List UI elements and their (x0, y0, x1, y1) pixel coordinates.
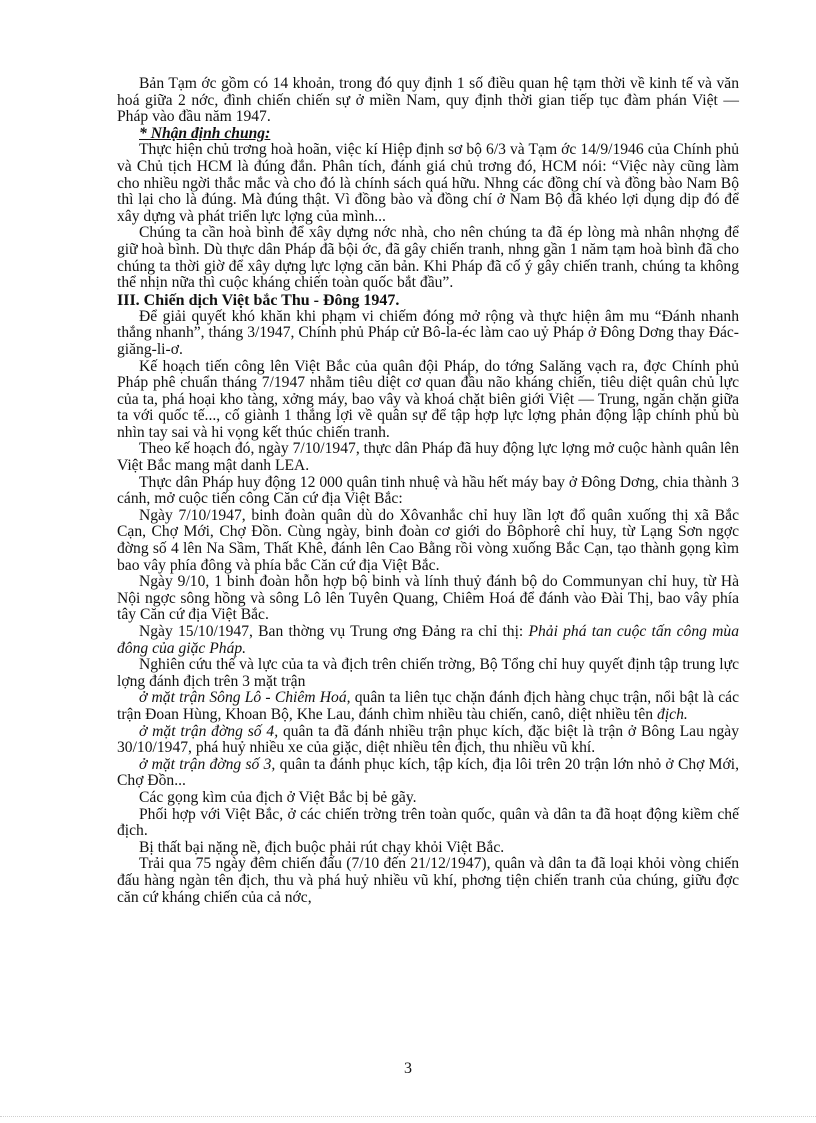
paragraph-lea: Theo kế hoạch đó, ngày 7/10/1947, thực dân Pháp đã huy động lực lợng mở cuộc hành quân lên Việt Bắc mang mật danh LEA. (117, 440, 739, 475)
front-text: quân ta đã đánh nhiều trận phục kích, đặc biệt là trận ở Bông Lau ngày 30/10/1947, phá huỷ nhiều xe của giặc, diệt nhiều tên địch, thu nhiều vũ khí. (117, 722, 739, 757)
paragraph-thuc-hien: Thực hiện chủ trơng hoà hoãn, việc kí Hiệp định sơ bộ 6/3 và Tạm ớc 14/9/1946 của Chính phủ và Chủ tịch HCM là đúng đắn. Phân tích, đánh giá chủ trơng đó, HCM nói: “Việc này cũng làm cho nhiều ngời thắc mắc và cho đó là chính sách quá hữu. Nhng các đồng chí và đồng bào Nam Bộ thì lại cho là đúng. Mà đúng thật. Vì đồng bào và đồng chí ở Nam Bộ đã khéo lợi dụng dịp đó để xây dựng và phát triển lực lợng của mình... (117, 141, 739, 225)
document-page (117, 76, 739, 906)
front-text: quân ta đánh phục kích, tập kích, địa lôi trên 20 trận lớn nhỏ ở Chợ Mới, Chợ Đồn... (117, 755, 739, 790)
paragraph-ngay-7-10: Ngày 7/10/1947, binh đoàn quân dù do Xôvanhắc chỉ huy lần lợt đổ quân xuống thị xã Bắc Cạn, Chợ Mới, Chợ Đồn. Cùng ngày, binh đoàn cơ giới do Bôphorê chỉ huy, từ Lạng Sơn ngợc đờng số 4 lên Na Sầm, Thất Khê, đánh lên Cao Bằng rồi vòng xuống Bắc Cạn, tạo thành gọng kìm bao vây phía đông và phía bắc Căn cứ địa Việt Bắc. (117, 506, 739, 574)
front-tail: địch. (657, 705, 688, 723)
subheading-nhan-dinh: * Nhận định chung: (139, 124, 271, 142)
paragraph-front-duong-4 (117, 724, 739, 757)
front-text: quân ta liên tục chặn đánh địch hàng chục trận, nổi bật là các trận Đoan Hùng, Khoan Bộ, Khe Lau, đánh chìm nhiều tàu chiến, canô, diệt nhiều tên (117, 689, 739, 723)
paragraph-huy-dong: Thực dân Pháp huy động 12 000 quân tinh nhuệ và hầu hết máy bay ở Đông Dơng, chia thành 3 cánh, mở cuộc tiến công Căn cứ địa Việt Bắc: (117, 473, 739, 508)
paragraph-bolaec: Để giải quyết khó khăn khi phạm vi chiếm đóng mở rộng và thực hiện âm mu “Đánh nhanh thắng nhanh”, tháng 3/1947, Chính phủ Pháp cử Bô-la-éc làm cao uỷ Pháp ở Đông Dơng thay Đác-giăng-li-ơ. (117, 307, 739, 358)
paragraph-chi-thi (117, 624, 739, 657)
front-label: ở mặt trận đờng số 3, (139, 755, 276, 773)
paragraph-75-ngay: Trải qua 75 ngày đêm chiến đấu (7/10 đến 21/12/1947), quân và dân ta đã loại khỏi vòng chiến đấu hàng ngàn tên địch, thu và phá huỷ nhiều vũ khí, phơng tiện chiến tranh của chúng, giữu đợc căn cứ kháng chiến của cả nớc, (117, 855, 739, 906)
paragraph-tam-uoc: Bản Tạm ớc gồm có 14 khoản, trong đó quy định 1 số điều quan hệ tạm thời về kinh tế và văn hoá giữa 2 nớc, đình chiến chiến sự ở miền Nam, quy định thời gian tiếp tục đàm phán Việt — Pháp vào đầu năm 1947. (117, 75, 739, 126)
paragraph-front-song-lo (117, 690, 739, 723)
paragraph-that-bai: Bị thất bại nặng nề, địch buộc phải rút chạy khỏi Việt Bắc. (139, 838, 505, 856)
paragraph-hoa-binh: Chúng ta cần hoà bình để xây dựng nớc nhà, cho nên chúng ta đã ép lòng mà nhân nhợng để giữ hoà bình. Dù thực dân Pháp đã bội ớc, đã gây chiến tranh, nhng gần 1 năm tạm hoà bình đã cho chúng ta thời giờ để xây dựng lực lợng căn bản. Khi Pháp đã cố ý gây chiến tranh, chúng ta không thể nhịn nữa thì cuộc kháng chiến toàn quốc bắt đầu”. (117, 224, 739, 292)
section-heading-viet-bac: III. Chiến dịch Việt bắc Thu - Đông 1947. (117, 291, 400, 309)
page-number: 3 (404, 1060, 412, 1077)
paragraph-gong-kim: Các gọng kìm của địch ở Việt Bắc bị bẻ gãy. (139, 788, 417, 806)
front-label: ở mặt trận đờng số 4, (139, 722, 279, 740)
paragraph-ke-hoach: Kế hoạch tiến công lên Việt Bắc của quân đội Pháp, do tớng Salăng vạch ra, đợc Chính phủ Pháp phê chuẩn tháng 7/1947 nhằm tiêu diệt cơ quan đầu não kháng chiến, tiêu diệt quân chủ lực của ta, phá hoại kho tàng, xởng máy, bao vây và khoá chặt biên giới Việt — Trung, ngăn chặn giữa ta với quốc tế..., cố giành 1 thắng lợi về quân sự để tập hợp lực lợng phản động lập chính phủ bù nhìn tay sai và hi vọng kết thúc chiến tranh. (117, 357, 739, 441)
directive-italic: Phải phá tan cuộc tấn công mùa đông của giặc Pháp. (117, 623, 739, 657)
paragraph-phoi-hop: Phối hợp với Việt Bắc, ở các chiến trờng trên toàn quốc, quân và dân ta đã hoạt động kiềm chế địch. (117, 805, 739, 840)
paragraph-front-duong-3 (117, 757, 739, 790)
page-bottom-divider (0, 1116, 816, 1117)
paragraph-ngay-9-10: Ngày 9/10, 1 binh đoàn hỗn hợp bộ binh và lính thuỷ đánh bộ do Communyan chỉ huy, từ Hà Nội ngợc sông hồng và sông Lô lên Tuyên Quang, Chiêm Hoá để đánh vào Đài Thị, bao vây phía tây Căn cứ địa Việt Bắc. (117, 573, 739, 624)
front-label: ở mặt trận Sông Lô - Chiêm Hoá, (139, 689, 351, 707)
directive-text: Ngày 15/10/1947, Ban thờng vụ Trung ơng Đảng ra chỉ thị: (139, 623, 529, 640)
paragraph-nghien-cuu: Nghiên cứu thế và lực của ta và địch trên chiến trờng, Bộ Tổng chỉ huy quyết định tập trung lực lợng đánh địch trên 3 mặt trận (117, 656, 739, 690)
